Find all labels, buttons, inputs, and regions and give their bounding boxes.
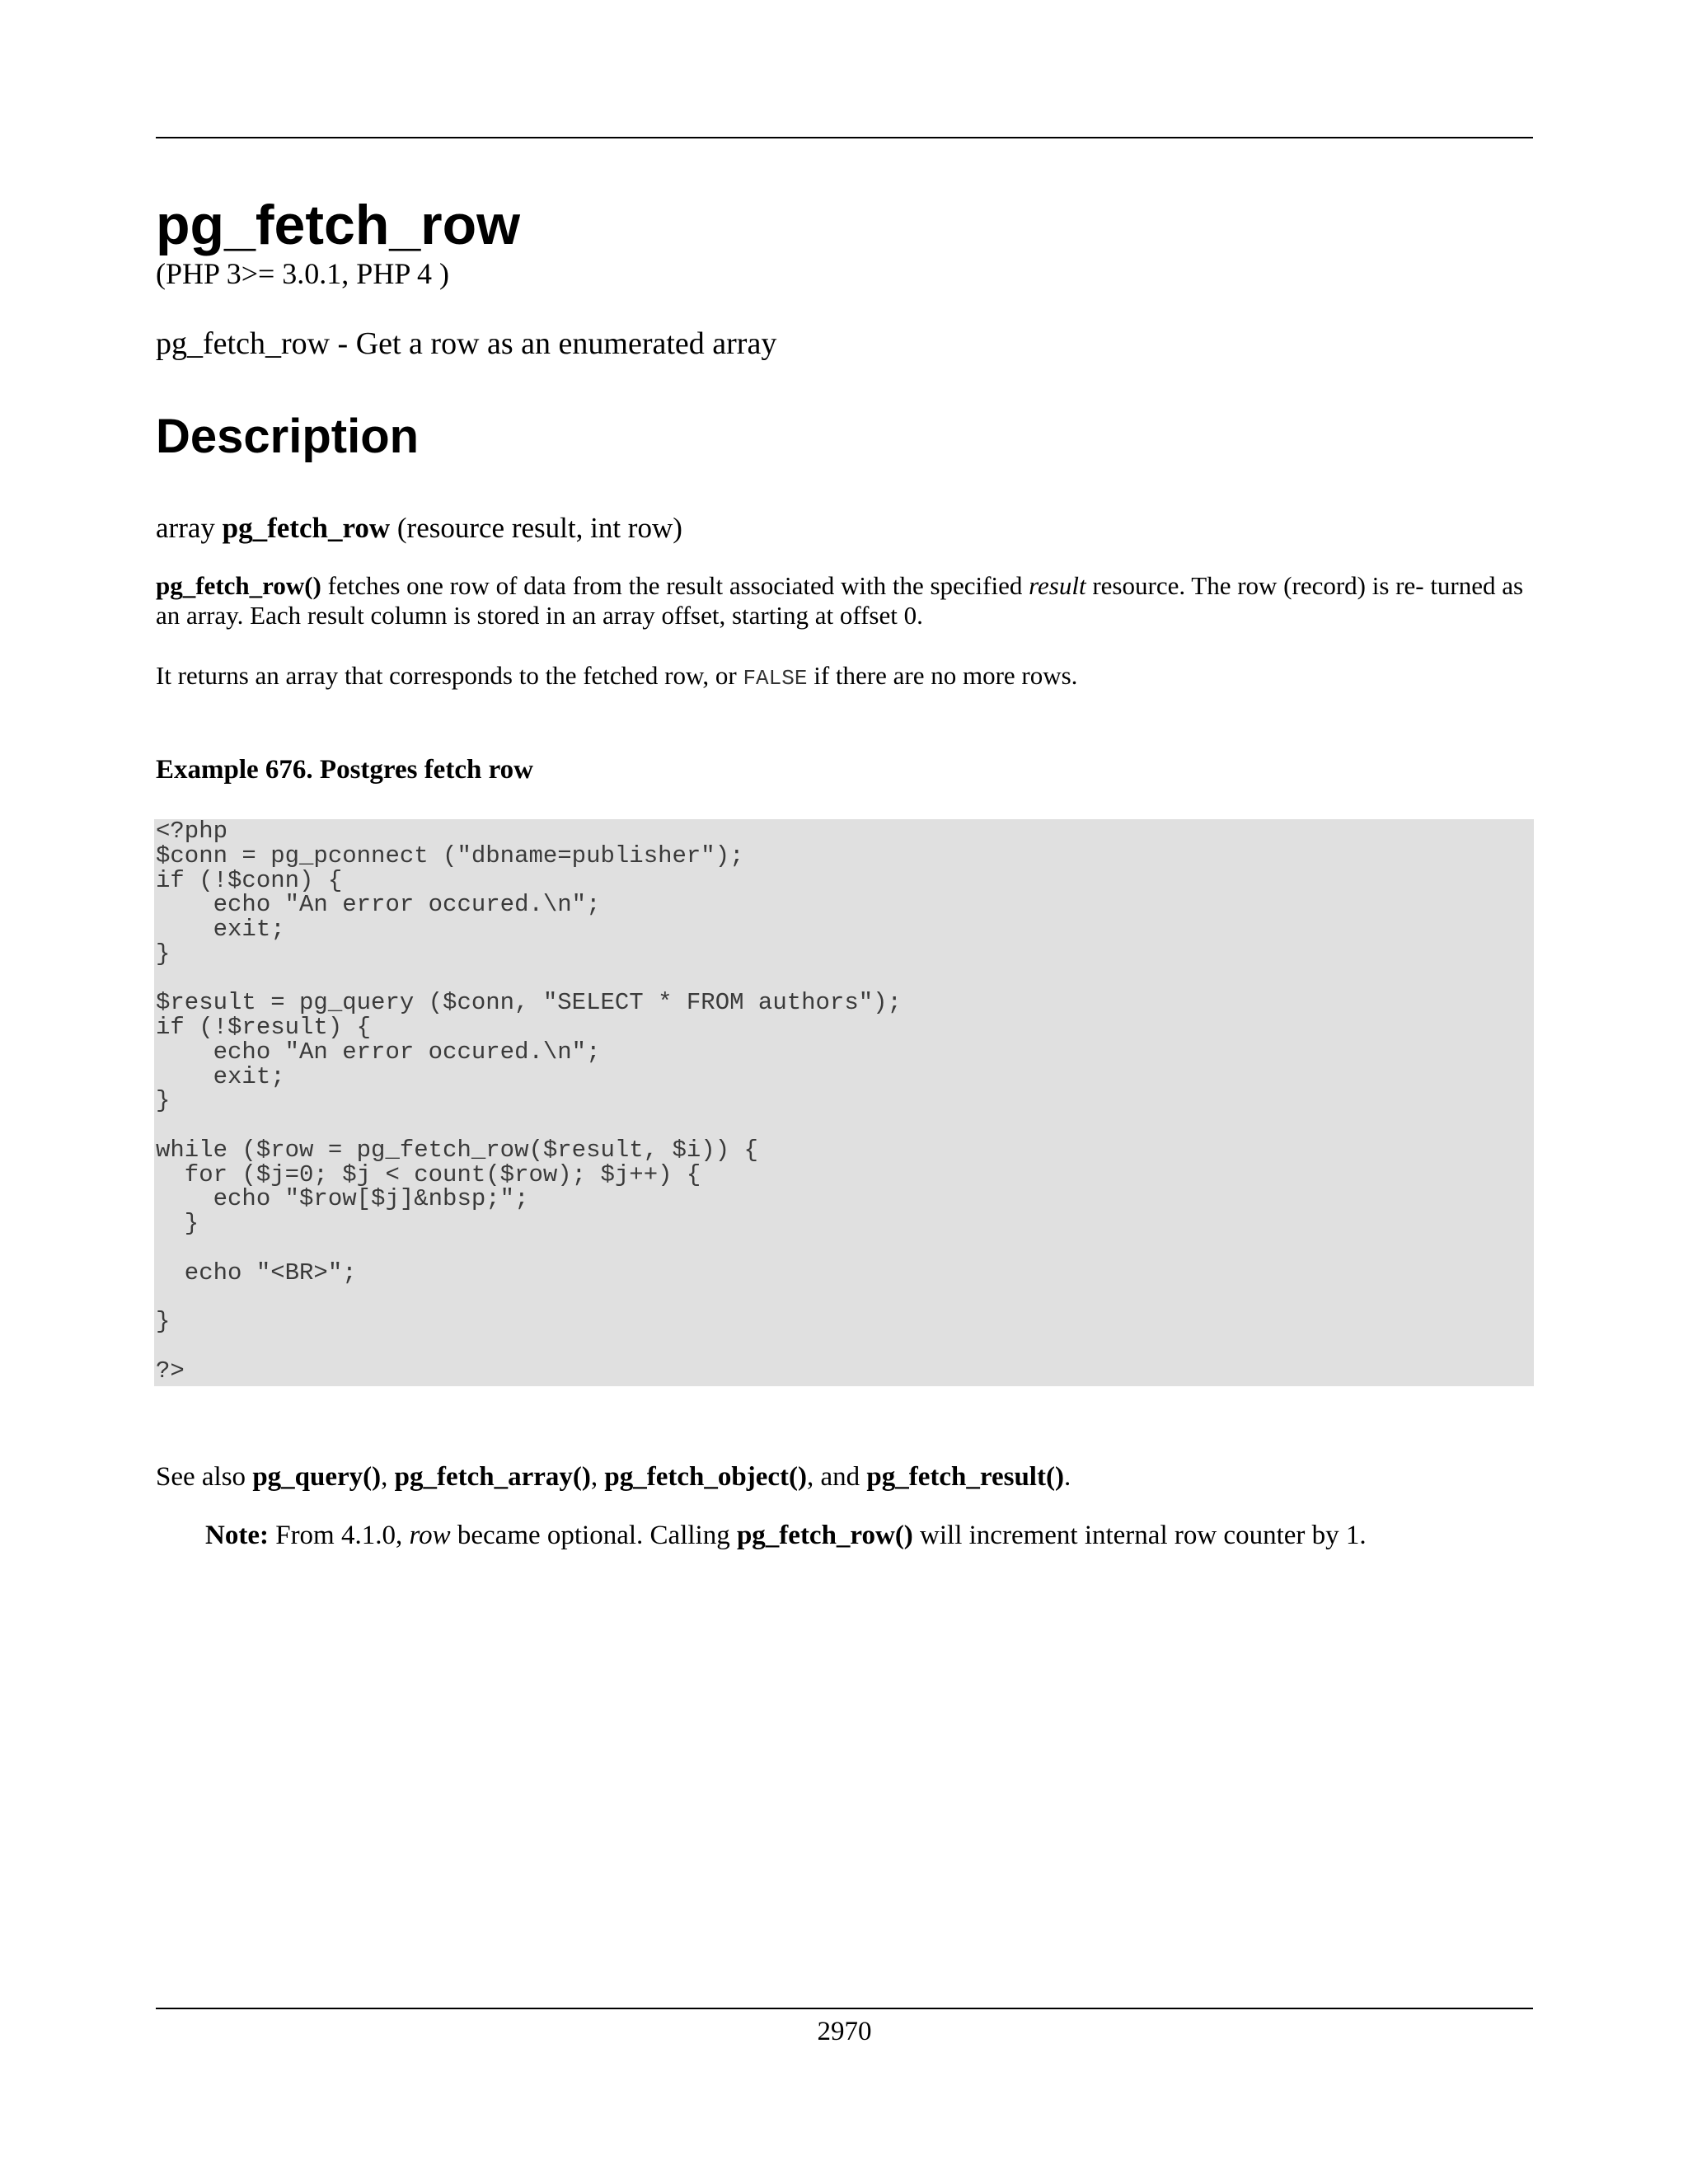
para-text: resource. The row (record) is re- turned as an array. Each result column is stored in an array offset, starting at offset 0.: [156, 571, 1524, 630]
synopsis-return-type: array: [156, 512, 215, 544]
see-also-link-pg-fetch-object[interactable]: pg_fetch_object(): [604, 1462, 808, 1492]
return-value-paragraph: [156, 661, 1533, 693]
page-number: 2970: [817, 2017, 872, 2046]
see-also-link-pg-query[interactable]: pg_query(): [252, 1462, 382, 1492]
description-paragraph: [156, 571, 1533, 630]
separator: , and: [807, 1462, 867, 1492]
example-title: Example 676. Postgres fetch row: [156, 755, 533, 785]
document-page: [156, 0, 1533, 2184]
code-listing: <?php $conn = pg_pconnect ("dbname=publisher"); if (!$conn) { echo "An error occured.\n"; exit; } $result = pg_query ($conn, "SELECT * FROM authors"); if (!$result) { echo "An error occured.\n"; exit; } while ($row = pg_fetch_row($result, $i)) { for ($j=0; $j < count($row); $j++) { echo "$row[$j]&nbsp;"; } echo "<BR>"; } ?>: [156, 818, 902, 1385]
note-text: became optional. Calling: [450, 1521, 737, 1550]
see-also-link-pg-fetch-result[interactable]: pg_fetch_result(): [866, 1462, 1064, 1492]
param-ref: result: [1029, 571, 1086, 600]
synopsis-params: (resource result, int row): [396, 512, 682, 544]
note-text: From 4.1.0,: [268, 1521, 410, 1550]
description-heading: Description: [156, 410, 420, 463]
note-function-ref: pg_fetch_row(): [736, 1521, 913, 1550]
constant-false: FALSE: [743, 666, 808, 691]
page-title: pg_fetch_row: [156, 194, 521, 256]
header-rule: [156, 137, 1533, 138]
para-text: if there are no more rows.: [807, 661, 1078, 690]
code-example: [154, 819, 1534, 1386]
para-text: It returns an array that corresponds to the fetched row, or: [156, 661, 743, 690]
see-also-prefix: See also: [156, 1462, 253, 1492]
synopsis-function-name: pg_fetch_row: [222, 512, 391, 544]
separator: ,: [590, 1462, 605, 1492]
separator: ,: [381, 1462, 395, 1492]
note-text: will increment internal row counter by 1.: [912, 1521, 1367, 1550]
footer-rule: [156, 2008, 1533, 2009]
function-purpose: pg_fetch_row - Get a row as an enumerated array: [156, 326, 777, 361]
function-ref: pg_fetch_row(): [156, 571, 321, 600]
function-synopsis: [156, 509, 682, 547]
note-label: Note:: [205, 1521, 269, 1550]
version-info: (PHP 3>= 3.0.1, PHP 4 ): [156, 257, 449, 290]
see-also: [156, 1460, 1071, 1493]
note: [205, 1519, 1367, 1552]
note-param: row: [409, 1521, 451, 1550]
see-also-link-pg-fetch-array[interactable]: pg_fetch_array(): [394, 1462, 591, 1492]
para-text: fetches one row of data from the result associated with the specified: [321, 571, 1029, 600]
see-also-suffix: .: [1063, 1462, 1071, 1492]
